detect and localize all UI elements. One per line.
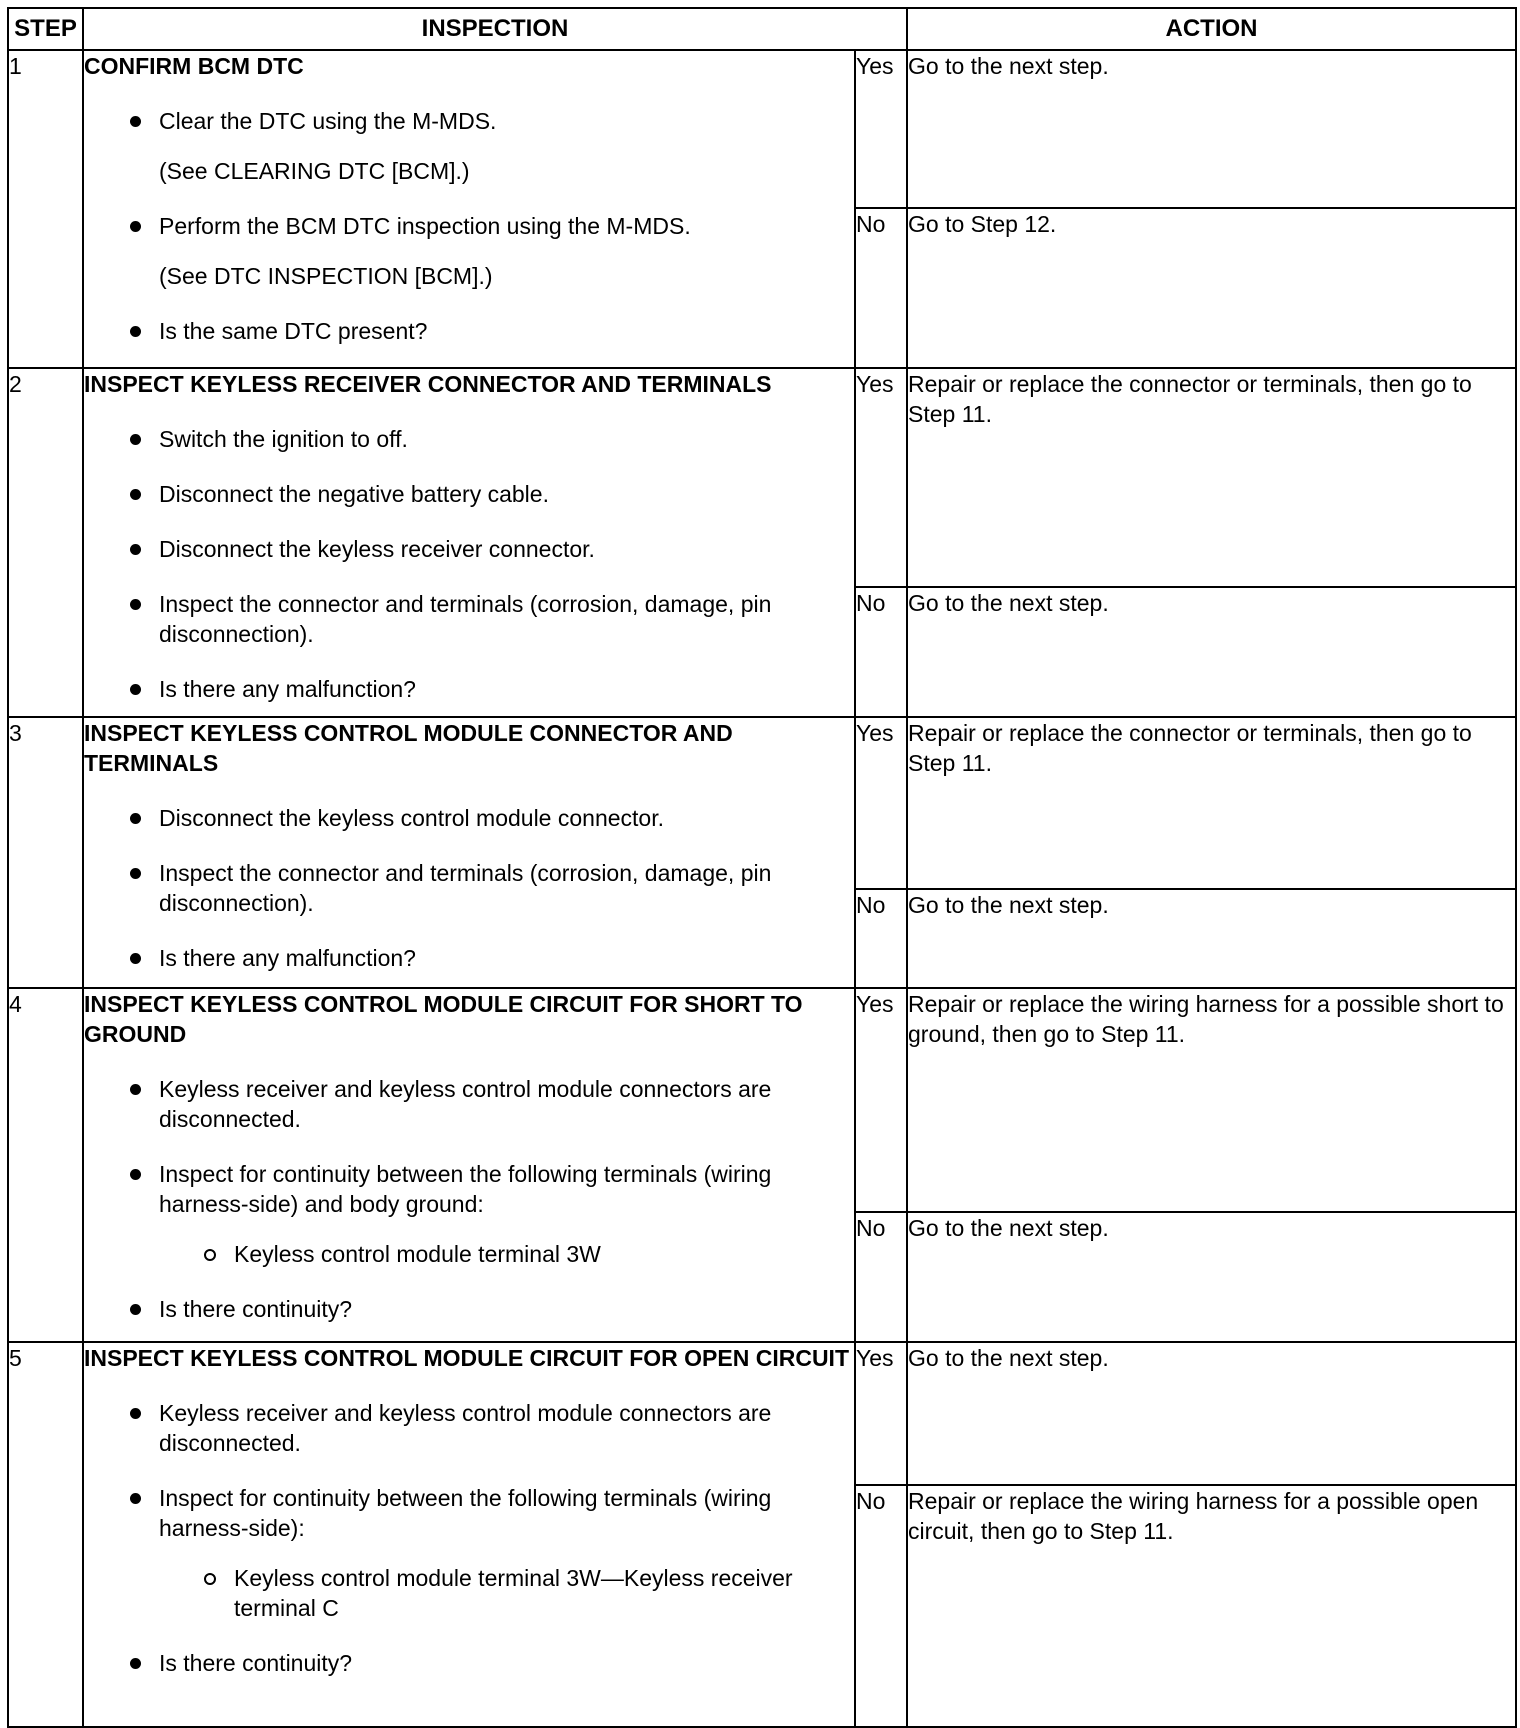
step-column-header: STEP (8, 8, 83, 50)
reference-note: (See DTC INSPECTION [BCM].) (159, 263, 493, 289)
no-label: No (855, 1485, 907, 1727)
bullet-dot-icon (130, 1493, 141, 1504)
bullet-item (84, 1648, 854, 1678)
step-4-yes-row (8, 988, 1516, 1212)
bullet-text: Is the same DTC present? (159, 318, 428, 344)
step-title: INSPECT KEYLESS RECEIVER CONNECTOR AND TERMINALS (84, 371, 772, 397)
step-number: 4 (8, 988, 83, 1342)
step-3-inspection (83, 717, 855, 988)
step-5-inspection (83, 1342, 855, 1727)
bullet-dot-icon (130, 813, 141, 824)
bullet-dot-icon (130, 1169, 141, 1180)
yes-action: Repair or replace the connector or terminals, then go to Step 11. (907, 717, 1516, 889)
bullet-dot-icon (130, 599, 141, 610)
bullet-dot-icon (130, 684, 141, 695)
yes-action: Repair or replace the connector or terminals, then go to Step 11. (907, 368, 1516, 587)
no-action: Go to the next step. (907, 587, 1516, 717)
bullet-item (84, 1483, 854, 1543)
bullet-dot-icon (130, 1408, 141, 1419)
sub-item-text: Keyless control module terminal 3W (234, 1241, 601, 1267)
bullet-text: Is there continuity? (159, 1296, 353, 1322)
bullet-item (84, 211, 854, 241)
bullet-item (84, 1294, 854, 1324)
step-5-yes-row (8, 1342, 1516, 1485)
step-number: 1 (8, 50, 83, 368)
bullet-dot-icon (130, 1304, 141, 1315)
step-number: 3 (8, 717, 83, 988)
bullet-text: Disconnect the keyless control module connector. (159, 805, 664, 831)
bullet-text: Clear the DTC using the M-MDS. (159, 108, 497, 134)
yes-action: Repair or replace the wiring harness for a possible short to ground, then go to Step 11. (907, 988, 1516, 1212)
bullet-text: Perform the BCM DTC inspection using the M-MDS. (159, 213, 691, 239)
step-1-yes-row (8, 50, 1516, 208)
step-3-yes-row (8, 717, 1516, 889)
bullet-dot-icon (130, 489, 141, 500)
yes-label: Yes (855, 1342, 907, 1485)
sub-item (84, 1239, 854, 1269)
bullet-item (84, 674, 854, 704)
yes-action: Go to the next step. (907, 1342, 1516, 1485)
yes-label: Yes (855, 988, 907, 1212)
yes-label: Yes (855, 50, 907, 208)
sub-item-text: Keyless control module terminal 3W—Keyless receiver terminal C (234, 1565, 793, 1621)
bullet-text: Is there any malfunction? (159, 945, 416, 971)
bullet-item (84, 424, 854, 454)
bullet-text: Inspect the connector and terminals (corrosion, damage, pin disconnection). (159, 860, 772, 916)
inspection-table (7, 7, 1517, 1728)
bullet-text: Inspect for continuity between the following terminals (wiring harness-side): (159, 1485, 772, 1541)
no-action: Go to the next step. (907, 889, 1516, 988)
bullet-text: Is there any malfunction? (159, 676, 416, 702)
bullet-dot-icon (130, 221, 141, 232)
inspection-column-header: INSPECTION (83, 8, 907, 50)
inspection-procedure-sheet (7, 7, 1515, 1719)
step-title: INSPECT KEYLESS CONTROL MODULE CIRCUIT FOR OPEN CIRCUIT (84, 1345, 849, 1371)
bullet-item (84, 1398, 854, 1458)
bullet-item (84, 858, 854, 918)
sub-item (84, 1563, 854, 1623)
bullet-item (84, 479, 854, 509)
hollow-circle-icon (204, 1249, 216, 1261)
bullet-item (84, 534, 854, 564)
no-label: No (855, 208, 907, 368)
bullet-item (84, 1074, 854, 1134)
bullet-text: Inspect the connector and terminals (corrosion, damage, pin disconnection). (159, 591, 772, 647)
step-4-inspection (83, 988, 855, 1342)
bullet-dot-icon (130, 953, 141, 964)
no-action: Go to Step 12. (907, 208, 1516, 368)
header-row (8, 8, 1516, 50)
bullet-item (84, 316, 854, 346)
bullet-dot-icon (130, 434, 141, 445)
reference-note: (See CLEARING DTC [BCM].) (159, 158, 470, 184)
no-action: Go to the next step. (907, 1212, 1516, 1342)
bullet-text: Is there continuity? (159, 1650, 353, 1676)
bullet-item (84, 943, 854, 973)
step-number: 5 (8, 1342, 83, 1727)
step-title: INSPECT KEYLESS CONTROL MODULE CONNECTOR AND TERMINALS (84, 720, 733, 776)
yes-label: Yes (855, 717, 907, 889)
bullet-text: Inspect for continuity between the following terminals (wiring harness-side) and body ground: (159, 1161, 772, 1217)
bullet-text: Disconnect the keyless receiver connector. (159, 536, 595, 562)
no-label: No (855, 587, 907, 717)
step-title: INSPECT KEYLESS CONTROL MODULE CIRCUIT FOR SHORT TO GROUND (84, 991, 803, 1047)
yes-action: Go to the next step. (907, 50, 1516, 208)
no-action: Repair or replace the wiring harness for a possible open circuit, then go to Step 11. (907, 1485, 1516, 1727)
bullet-text: Disconnect the negative battery cable. (159, 481, 549, 507)
no-label: No (855, 889, 907, 988)
bullet-text: Keyless receiver and keyless control module connectors are disconnected. (159, 1400, 772, 1456)
bullet-dot-icon (130, 1084, 141, 1095)
action-column-header: ACTION (907, 8, 1516, 50)
bullet-item (84, 803, 854, 833)
bullet-item (84, 106, 854, 136)
bullet-text: Keyless receiver and keyless control module connectors are disconnected. (159, 1076, 772, 1132)
bullet-dot-icon (130, 116, 141, 127)
step-number: 2 (8, 368, 83, 717)
bullet-item (84, 589, 854, 649)
step-title: CONFIRM BCM DTC (84, 53, 304, 79)
bullet-item (84, 1159, 854, 1219)
bullet-dot-icon (130, 1658, 141, 1669)
bullet-dot-icon (130, 326, 141, 337)
no-label: No (855, 1212, 907, 1342)
bullet-text: Switch the ignition to off. (159, 426, 408, 452)
bullet-dot-icon (130, 868, 141, 879)
bullet-dot-icon (130, 544, 141, 555)
step-1-inspection (83, 50, 855, 368)
hollow-circle-icon (204, 1573, 216, 1585)
yes-label: Yes (855, 368, 907, 587)
step-2-yes-row (8, 368, 1516, 587)
step-2-inspection (83, 368, 855, 717)
